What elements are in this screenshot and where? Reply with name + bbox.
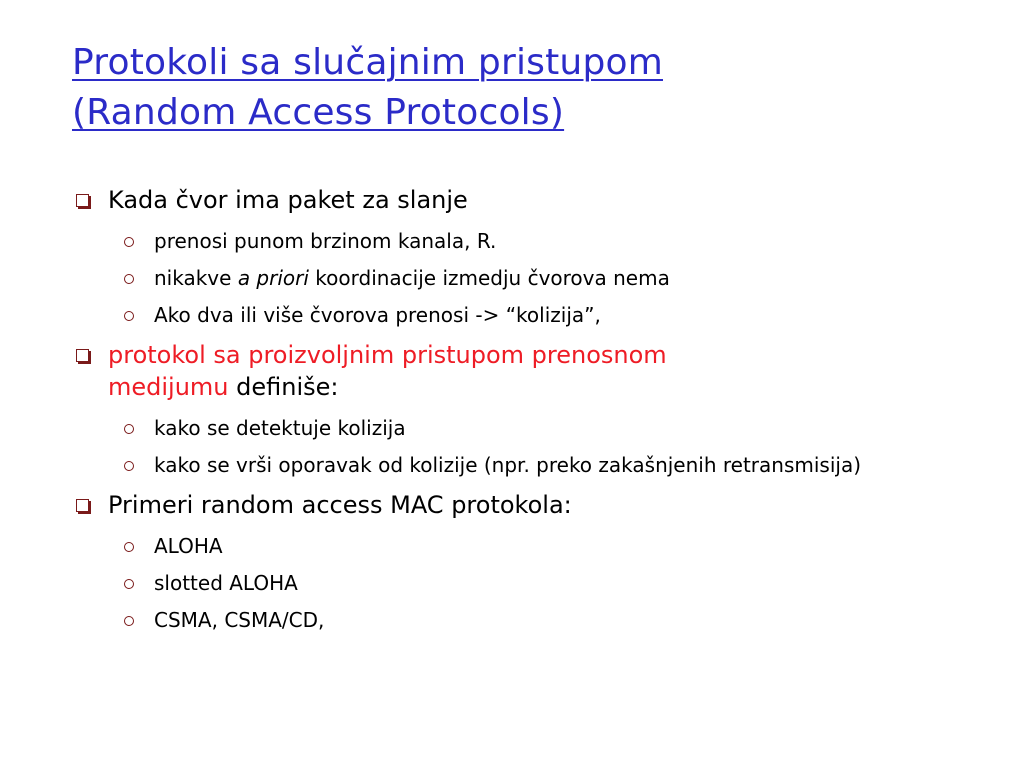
bullet-group-2 — [72, 339, 972, 478]
highlight-text-line-2: medijumu — [108, 373, 229, 401]
sub-bullet-text: kako se detektuje kolizija — [154, 416, 406, 440]
circle-bullet-icon — [124, 237, 134, 247]
bullet-text: Primeri random access MAC protokola: — [108, 491, 572, 519]
sub-bullet-item — [72, 415, 972, 441]
bullet-item — [72, 184, 972, 216]
sub-bullet-item — [72, 228, 972, 254]
bullet-item — [72, 339, 972, 403]
bullet-group-1 — [72, 184, 972, 328]
sub-bullet-item — [72, 265, 972, 291]
sub-bullet-text-post: koordinacije izmedju čvorova nema — [308, 266, 670, 290]
circle-bullet-icon — [124, 616, 134, 626]
bullet-text: Kada čvor ima paket za slanje — [108, 186, 468, 214]
sub-bullet-text: prenosi punom brzinom kanala, R. — [154, 229, 497, 253]
circle-bullet-icon — [124, 274, 134, 284]
sub-bullet-text: Ako dva ili više čvorova prenosi -> “kolizija”, — [154, 303, 601, 327]
circle-bullet-icon — [124, 461, 134, 471]
square-bullet-icon — [76, 349, 89, 362]
sub-bullet-text: slotted ALOHA — [154, 571, 298, 595]
sub-bullet-text: ALOHA — [154, 534, 223, 558]
sub-bullet-item — [72, 533, 972, 559]
sub-bullet-text-pre: nikakve — [154, 266, 238, 290]
sub-bullet-text: kako se vrši oporavak od kolizije (npr. preko zakašnjenih retransmisija) — [154, 453, 862, 477]
square-bullet-icon — [76, 499, 89, 512]
title-line-2: (Random Access Protocols) — [72, 92, 565, 133]
circle-bullet-icon — [124, 542, 134, 552]
slide-title — [72, 38, 972, 138]
sub-bullet-item — [72, 302, 972, 328]
sub-bullet-item — [72, 570, 972, 596]
circle-bullet-icon — [124, 311, 134, 321]
title-line-1: Protokoli sa slučajnim pristupom — [72, 42, 663, 83]
bullet-item — [72, 489, 972, 521]
bullet-list — [72, 184, 972, 644]
circle-bullet-icon — [124, 579, 134, 589]
bullet-group-3 — [72, 489, 972, 633]
sub-bullet-italic: a priori — [237, 266, 309, 290]
highlight-text-line-1: protokol sa proizvoljnim pristupom prenosnom — [108, 341, 667, 369]
sub-bullet-item — [72, 607, 972, 633]
bullet-text: definiše: — [228, 373, 339, 401]
circle-bullet-icon — [124, 424, 134, 434]
square-bullet-icon — [76, 194, 89, 207]
sub-bullet-item — [72, 452, 972, 478]
sub-bullet-text: CSMA, CSMA/CD, — [154, 608, 325, 632]
